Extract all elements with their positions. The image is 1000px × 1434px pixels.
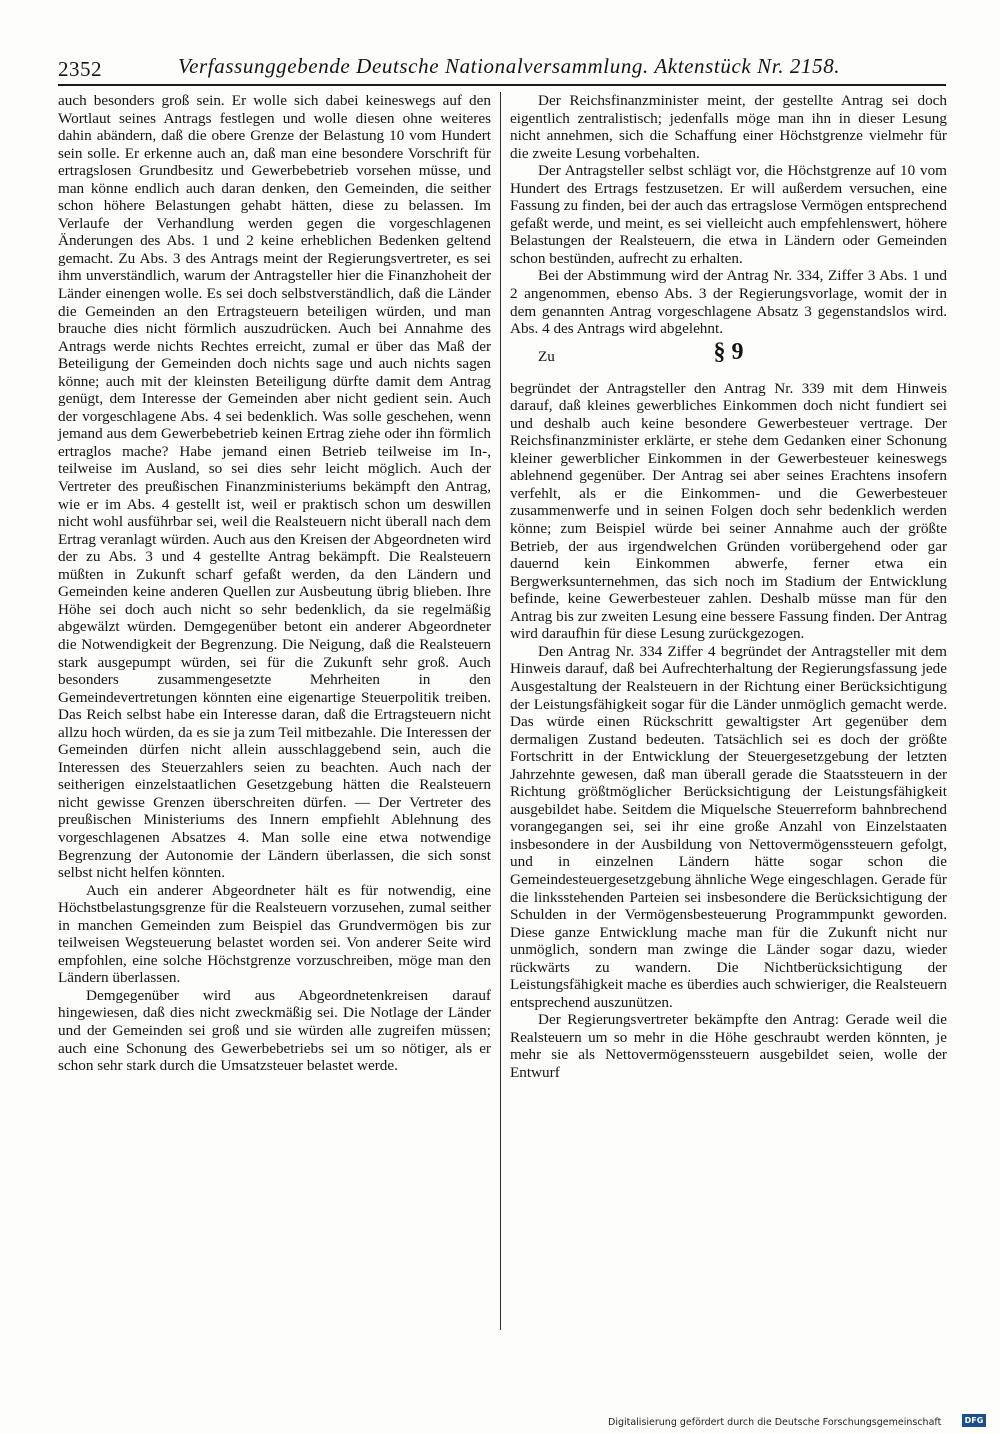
paragraph: auch besonders groß sein. Er wolle sich dabei keineswegs auf den Wortlaut seines Antrags festlegen und wolle diesen ohne weiteres dahin abändern, daß die obere Grenze der Belastung 10 vom Hundert sein solle. Er erkenne auch an, daß man eine besondere Vorschrift für ertragslosen Grundbesitz und Gewerbebetrieb vorsehen müsse, und man könne endlich auch daran denken, den Gemeinden, die seither schon höhere Belastungen gehabt hätten, diese zu belassen. Im Verlaufe der Verhandlung werden gegen die vorgeschlagenen Änderungen des Abs. 1 und 2 keine erheblichen Bedenken geltend gemacht. Zu Abs. 3 des Antrags meint der Regierungsvertreter, es sei ihm unverständlich, warum der Antragsteller hier die Finanzhoheit der Länder einengen wolle. Es sei doch selbstverständlich, daß die Länder die Gemeinden an den Ertragsteuern beteiligen würden, und man brauche dies nicht förmlich auszudrücken. Auch bei Annahme des Antrags werde nichts Rechtes erreicht, zumal er über das Maß der Beteiligung der Gemeinden doch nichts sage und auch nichts sagen könne; auch mit der kleinsten Beteiligung dürfte damit dem Antrag genügt, dem Interesse der Gemeinden aber nicht gedient sein. Auch der vorgeschlagene Abs. 4 sei bedenklich. Was solle geschehen, wenn jemand aus dem Gewerbebetrieb keinen Ertrag ziehe oder ihn förmlich ertraglos mache? Habe jemand einen Betrieb teilweise im In-, teilweise im Ausland, so sei dies sehr leicht möglich. Auch der Vertreter des preußischen Finanzministeriums bekämpft den Antrag, wie er im Abs. 4 gestellt ist, weil er praktisch schon um deswillen nicht wohl ausführbar sei, weil die Realsteuern nicht überall nach dem Ertrag veranlagt würden. Auch aus den Kreisen der Abgeordneten wird der zu Abs. 3 und 4 gestellte Antrag bekämpft. Die Realsteuern müßten in Zukunft scharf gefaßt werden, da den Ländern und Gemeinden keine anderen Quellen zur Ausbeutung übrig blieben. Ihre Höhe sei doch auch nicht so sehr bedenklich, da sie regelmäßig abgewälzt würden. Demgegenüber betont ein anderer Abgeordneter die Notwendigkeit der Begrenzung. Die Neigung, daß die Realsteuern stark ausgepumpt würden, sei für die Zukunft sehr groß. Auch besonders zusammengesetzte Mehrheiten in den Gemeindevertretungen könnten eine eigenartige Steuerpolitik treiben. Das Reich selbst habe ein Interesse daran, daß die Ertragsteuern nicht allzu hoch würden, da es sie ja zum Teil mitbezahle. Die Interessen der Gemeinden dürfen nicht allein ausschlaggebend sein, auch die Interessen des Steuerzahlers seien zu beachten. Auch nach der seitherigen einzelstaatlichen Gesetzgebung hätten die Realsteuern nicht gewisse Grenzen überschreiten dürfen. — Der Vertreter des preußischen Ministeriums des Innern empfiehlt Ablehnung des vorgeschlagenen Absatzes 4. Man solle eine etwa notwendige Begrenzung der Autonomie der Ländern überlassen, die sich sonst selbst nicht helfen könnten.: [58, 92, 491, 882]
dfg-logo: DFG: [962, 1414, 986, 1427]
paragraph: Bei der Abstimmung wird der Antrag Nr. 334, Ziffer 3 Abs. 1 und 2 angenommen, ebenso Abs. 3 der Regierungsvorlage, womit der in dem genannten Antrag vorgeschlagene Absatz 3 gegenstandslos wird. Abs. 4 des Antrags wird abgelehnt.: [510, 267, 947, 338]
page-header: [58, 54, 946, 86]
right-column: [510, 92, 947, 1082]
page-number: 2352: [58, 57, 102, 81]
left-column: [58, 92, 491, 1075]
paragraph: Den Antrag Nr. 334 Ziffer 4 begründet der Antragsteller mit dem Hinweis darauf, daß bei Aufrechterhaltung der Regierungsfassung jede Ausgestaltung der Realsteuern in der Richtung einer Berücksichtigung der Leistungsfähigkeit sogar für die Länder unmöglich gemacht werde. Das würde einen Rückschritt gewaltigster Art gegenüber dem dermaligen Zustand bedeuten. Tatsächlich sei es doch der größte Fortschritt in der Entwicklung der Steuergesetzgebung der letzten Jahrzehnte gewesen, daß man überall gerade die Staatssteuern in der Richtung größtmöglicher Berücksichtigung der Leistungsfähigkeit ausgebildet habe. Seitdem die Miquelsche Steuerreform bahnbrechend vorangegangen sei, sei ihr eine große Anzahl von Einzelstaaten insbesondere in der Ausbildung von Nettovermögenssteuern gefolgt, und in einzelnen Ländern hätte sogar schon die Gemeindesteuergesetzgebung ähnliche Wege eingeschlagen. Gerade für die linksstehenden Parteien sei insbesondere die Berücksichtigung der Schulden in der Vermögensbesteuerung Programmpunkt geworden. Diese ganze Entwicklung mache man für die Zukunft nicht nur unmöglich, sondern man zwinge die Länder sogar dazu, wieder rückwärts zu wandern. Die Nichtberücksichtigung der Leistungsfähigkeit mache es überdies auch schwieriger, die Realsteuern entsprechend auszunützen.: [510, 642, 947, 1011]
paragraph: Der Regierungsvertreter bekämpfte den Antrag: Gerade weil die Realsteuern um so mehr in die Höhe geschraubt werden könnten, je mehr sie als Nettovermögenssteuern ausgebildet seien, wolle der Entwurf: [510, 1011, 947, 1081]
column-divider: [500, 92, 501, 1330]
paragraph: begründet der Antragsteller den Antrag Nr. 339 mit dem Hinweis darauf, daß kleines gewerbliches Einkommen doch nicht fundiert sei und deshalb auch keine besondere Gewerbesteuer vertrage. Der Reichsfinanzminister erklärte, er stehe dem Gedanken einer Schonung kleiner gewerblicher Einkommen in der Gewerbesteuer keineswegs ablehnend gegenüber. Der Antrag sei aber seines Erachtens insofern verfehlt, als er die Einkommen- und die Gewerbesteuer zusammenwerfe und in seinen Folgen doch sehr bedenklich werden könne; zum Beispiel würde bei seiner Annahme auch der größte Betrieb, der aus irgendwelchen Gründen vorübergehend oder gar dauernd kein Einkommen abwerfe, ferner etwa ein Bergwerksunternehmen, das sich noch im Stadium der Entwicklung befinde, keine Gewerbesteuer zahlen. Deshalb müsse man für den Antrag bis zur zweiten Lesung eine bessere Fassung finden. Der Antrag wird daraufhin für diese Lesung zurückgezogen.: [510, 379, 947, 643]
paragraph: Der Reichsfinanzminister meint, der gestellte Antrag sei doch eigentlich zentralistisch; jedenfalls möge man ihn in dieser Lesung nicht annehmen, sich die Schaffung einer Höchstgrenze vielmehr für die zweite Lesung vorbehalten.: [510, 92, 947, 162]
section-heading-row: [510, 338, 947, 380]
digitization-credit: Digitalisierung gefördert durch die Deutsche Forschungsgemeinschaft: [608, 1417, 942, 1428]
section-heading: § 9: [713, 338, 744, 365]
paragraph: Auch ein anderer Abgeordneter hält es für notwendig, eine Höchstbelastungsgrenze für die Realsteuern vorzusehen, zumal seither in manchen Gemeinden zum Beispiel das Grundvermögen bis zur teilweisen Wegsteuerung belastet worden sei. Von anderer Seite wird empfohlen, eine solche Höchstgrenze vorzuschreiben, möge man den Ländern überlassen.: [58, 881, 491, 987]
paragraph: Demgegenüber wird aus Abgeordnetenkreisen darauf hingewiesen, daß dies nicht zweckmäßig sei. Die Notlage der Länder und der Gemeinden sei groß und sie würden alle zugreifen müssen; auch eine Schonung des Gewerbebetriebs sei um so nötiger, als er schon sehr stark durch die Umsatzsteuer belastet werde.: [58, 986, 491, 1075]
running-title: Verfassunggebende Deutsche Nationalversammlung. Aktenstück Nr. 2158.: [178, 54, 841, 78]
paragraph: Der Antragsteller selbst schlägt vor, die Höchstgrenze auf 10 vom Hundert des Ertrags festzusetzen. Er will außerdem versuchen, eine Fassung zu finden, bei der auch das ertragslose Vermögen entsprechend gefaßt werde, und meint, es sei vielleicht auch empfehlenswert, höhere Belastungen der Realsteuern, die etwa in Ländern oder Gemeinden schon bestünden, aufrecht zu erhalten.: [510, 162, 947, 267]
section-prefix: Zu: [538, 347, 555, 365]
